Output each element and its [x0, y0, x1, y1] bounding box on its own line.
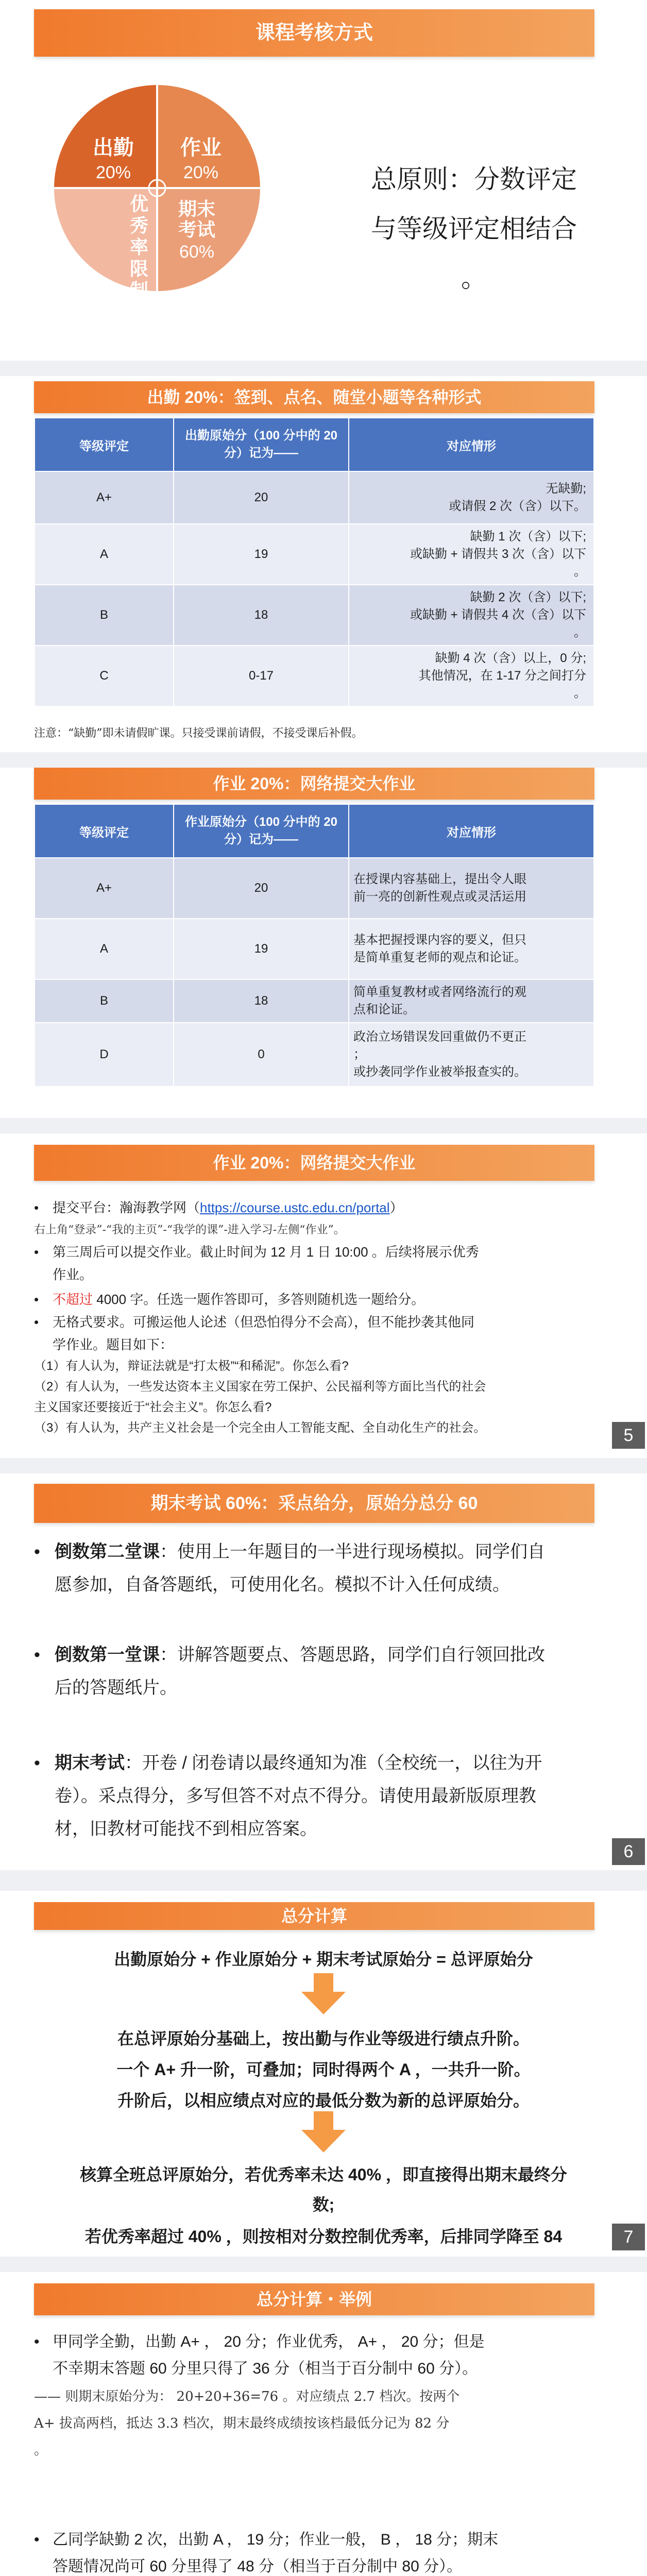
header-grade: 等级评定	[35, 418, 174, 471]
step-upgrade-rule: 一个 A+ 升一阶，可叠加；同时得两个 A ，一共升一阶。	[116, 2060, 531, 2079]
pie-label-excellence-2: 秀	[129, 215, 149, 236]
pie-pct-attendance: 20%	[95, 163, 131, 182]
slide-title: 总分计算	[34, 1902, 594, 1930]
table-row: B 18 缺勤 2 次（含）以下; 或缺勤 + 请假共 4 次（含）以下 。	[35, 585, 594, 646]
pie-label-homework: 作业	[180, 137, 222, 159]
slide-score-example	[0, 2272, 647, 2576]
slide-title: 总分计算・举例	[34, 2283, 594, 2315]
score-formula: 出勤原始分 + 作业原始分 + 期末考试原始分 = 总评原始分	[114, 1950, 533, 1969]
slide-assessment-overview	[0, 0, 647, 361]
review-item: • 倒数第一堂课：讲解答题要点、答题思路，同学们自行领回批改 后的答题纸片。	[34, 1645, 545, 1698]
page-number: 5	[612, 1422, 645, 1449]
slide-final-exam	[0, 1473, 647, 1870]
submission-path: 右上角“登录”-“我的主页”-“我学的课”-进入学习-左侧“作业”。	[34, 1224, 345, 1236]
table-row: C 0-17 缺勤 4 次（含）以上，0 分; 其他情况，在 1-17 分之间打分 。	[35, 646, 594, 706]
final-exam-item: • 期末考试：开卷 / 闭卷请以最终通知为准（全校统一，以往为开 卷）。采点得分，多写但答不对点不得分。请使用最新版原理教 材，旧教材可能找不到相应答案。	[34, 1753, 542, 1839]
header-desc: 对应情形	[349, 804, 594, 858]
question-3: （3）有人认为，共产主义社会是一个完全由人工智能支配、全自动化生产的社会。	[34, 1421, 486, 1435]
example-student-b: • 乙同学缺勤 2 次，出勤 A ， 19 分；作业一般， B ， 18 分；期末 答题情况尚可 60 分里得了 48 分（相当于百分制中 80 分）。	[34, 2531, 499, 2575]
page-number: 6	[612, 1838, 645, 1865]
pie-label-excellence-1: 优	[129, 193, 149, 214]
assessment-pie-chart	[46, 77, 268, 299]
slide-title: 课程考核方式	[34, 9, 594, 57]
pie-label-attendance: 出勤	[93, 137, 134, 159]
slide-homework-submission	[0, 1133, 647, 1458]
step-excellence-control: 若优秀率超过 40% ，则按相对分数控制优秀率，后排同学降至 84	[84, 2227, 563, 2246]
homework-table	[34, 804, 594, 1087]
question-2: （2）有人认为，一些发达资本主义国家在劳工保护、公民福利等方面比当代的社会	[34, 1380, 486, 1394]
pie-label-final-exam-2: 考试	[178, 219, 216, 240]
pie-label-final-exam-1: 期末	[178, 198, 216, 219]
platform-link[interactable]: https://course.ustc.edu.cn/portal	[200, 1200, 390, 1215]
format-item: • 无格式要求。可搬运他人论述（但恐怕得分不会高），但不能抄袭其他同 学作业。题目如下：	[34, 1314, 475, 1352]
slide-attendance	[0, 376, 647, 752]
page-number: 7	[612, 2224, 645, 2250]
slide-homework-grading	[0, 768, 647, 1118]
table-row: A+ 20 在授课内容基础上，提出令人眼 前一亮的创新性观点或灵活运用	[35, 858, 594, 919]
mock-exam-item: • 倒数第二堂课：使用上一年题目的一半进行现场模拟。同学们自 愿参加，自备答题纸，可使用化名。模拟不计入任何成绩。	[34, 1542, 545, 1595]
principle-text	[330, 155, 618, 303]
slide-title: 作业 20%：网络提交大作业	[34, 768, 594, 800]
table-row: A 19 缺勤 1 次（含）以下; 或缺勤 + 请假共 3 次（含）以下 。	[35, 524, 594, 585]
pie-label-excellence-3: 率	[129, 236, 149, 258]
question-1: （1）有人认为，辩证法就是“打太极”“和稀泥”。你怎么看?	[34, 1359, 349, 1373]
example-student-a-calc: —— 则期末原始分为： 20+20+36=76 。对应绩点 2.7 档次。按两个 A+ 拔高两档，抵达 3.3 档次，期末最终成绩按该档最低分记为 82 分 。	[34, 2389, 460, 2458]
word-limit-item: • 不超过 4000 字。任选一题作答即可，多答则随机选一题给分。	[34, 1292, 425, 1307]
table-row: B 18 简单重复教材或者网络流行的观 点和论证。	[35, 979, 594, 1023]
pie-pct-homework: 20%	[183, 163, 219, 182]
table-row: D 0 政治立场错误发回重做仍不更正 ； 或抄袭同学作业被举报查实的。	[35, 1023, 594, 1087]
question-list: （1）有人认为，辩证法就是“打太极”“和稀泥”。你怎么看? （2）有人认为，一些发达资本主义国家在劳工保护、公民福利等方面比当代的社会 主义国家还要接近于“社会主义”。你怎么看? （3）有人认为，共产主义社会是一个完全由人工智能支配、全自动化生产的社会。	[34, 1356, 601, 1438]
table-row: A+ 20 无缺勤; 或请假 2 次（含）以下。	[35, 471, 594, 524]
pie-pct-final-exam: 60%	[179, 242, 215, 262]
header-grade: 等级评定	[35, 804, 174, 858]
step-upgrade: 在总评原始分基础上，按出勤与作业等级进行绩点升阶。	[117, 2029, 530, 2048]
step-excellence-check: 核算全班总评原始分，若优秀率未达 40% ，即直接得出期末最终分 数;	[80, 2165, 567, 2214]
attendance-table	[34, 417, 594, 707]
header-score: 作业原始分（100 分中的 20 分）记为——	[174, 804, 349, 858]
submission-platform-item: • 提交平台：瀚海教学网（https://course.ustc.edu.cn/portal）	[34, 1200, 403, 1215]
table-row: A 19 基本把握授课内容的要义，但只 是简单重复老师的观点和论证。	[35, 919, 594, 979]
slide-title: 作业 20%：网络提交大作业	[34, 1145, 594, 1181]
header-desc: 对应情形	[349, 418, 594, 471]
principle-line-1: 总原则：分数评定	[371, 165, 577, 194]
principle-line-3: 。	[461, 264, 487, 293]
attendance-note: 注意：“缺勤”即未请假旷课。只接受课前请假，不接受课后补假。	[34, 727, 363, 740]
pie-label-excellence-5: 制	[129, 280, 149, 299]
slide-title: 出勤 20%：签到、点名、随堂小题等各种形式	[34, 381, 594, 413]
step-new-score: 升阶后，以相应绩点对应的最低分数为新的总评原始分。	[117, 2091, 530, 2110]
principle-line-2: 与等级评定相结合	[371, 214, 577, 243]
slide-title: 期末考试 60%：采点给分，原始分总分 60	[34, 1484, 594, 1523]
pie-label-excellence-4: 限	[129, 258, 149, 279]
down-arrow-icon	[301, 2111, 346, 2153]
slide-score-calculation	[0, 1891, 647, 2257]
down-arrow-icon	[301, 1973, 346, 2014]
deadline-item: • 第三周后可以提交作业。截止时间为 12 月 1 日 10:00 。后续将展示优秀 作业。	[34, 1244, 479, 1282]
header-score: 出勤原始分（100 分中的 20 分）记为——	[174, 418, 349, 471]
example-student-a: • 甲同学全勤，出勤 A+ ， 20 分；作业优秀， A+ ， 20 分；但是 不幸期末答题 60 分里只得了 36 分（相当于百分制中 60 分）。	[34, 2333, 485, 2377]
